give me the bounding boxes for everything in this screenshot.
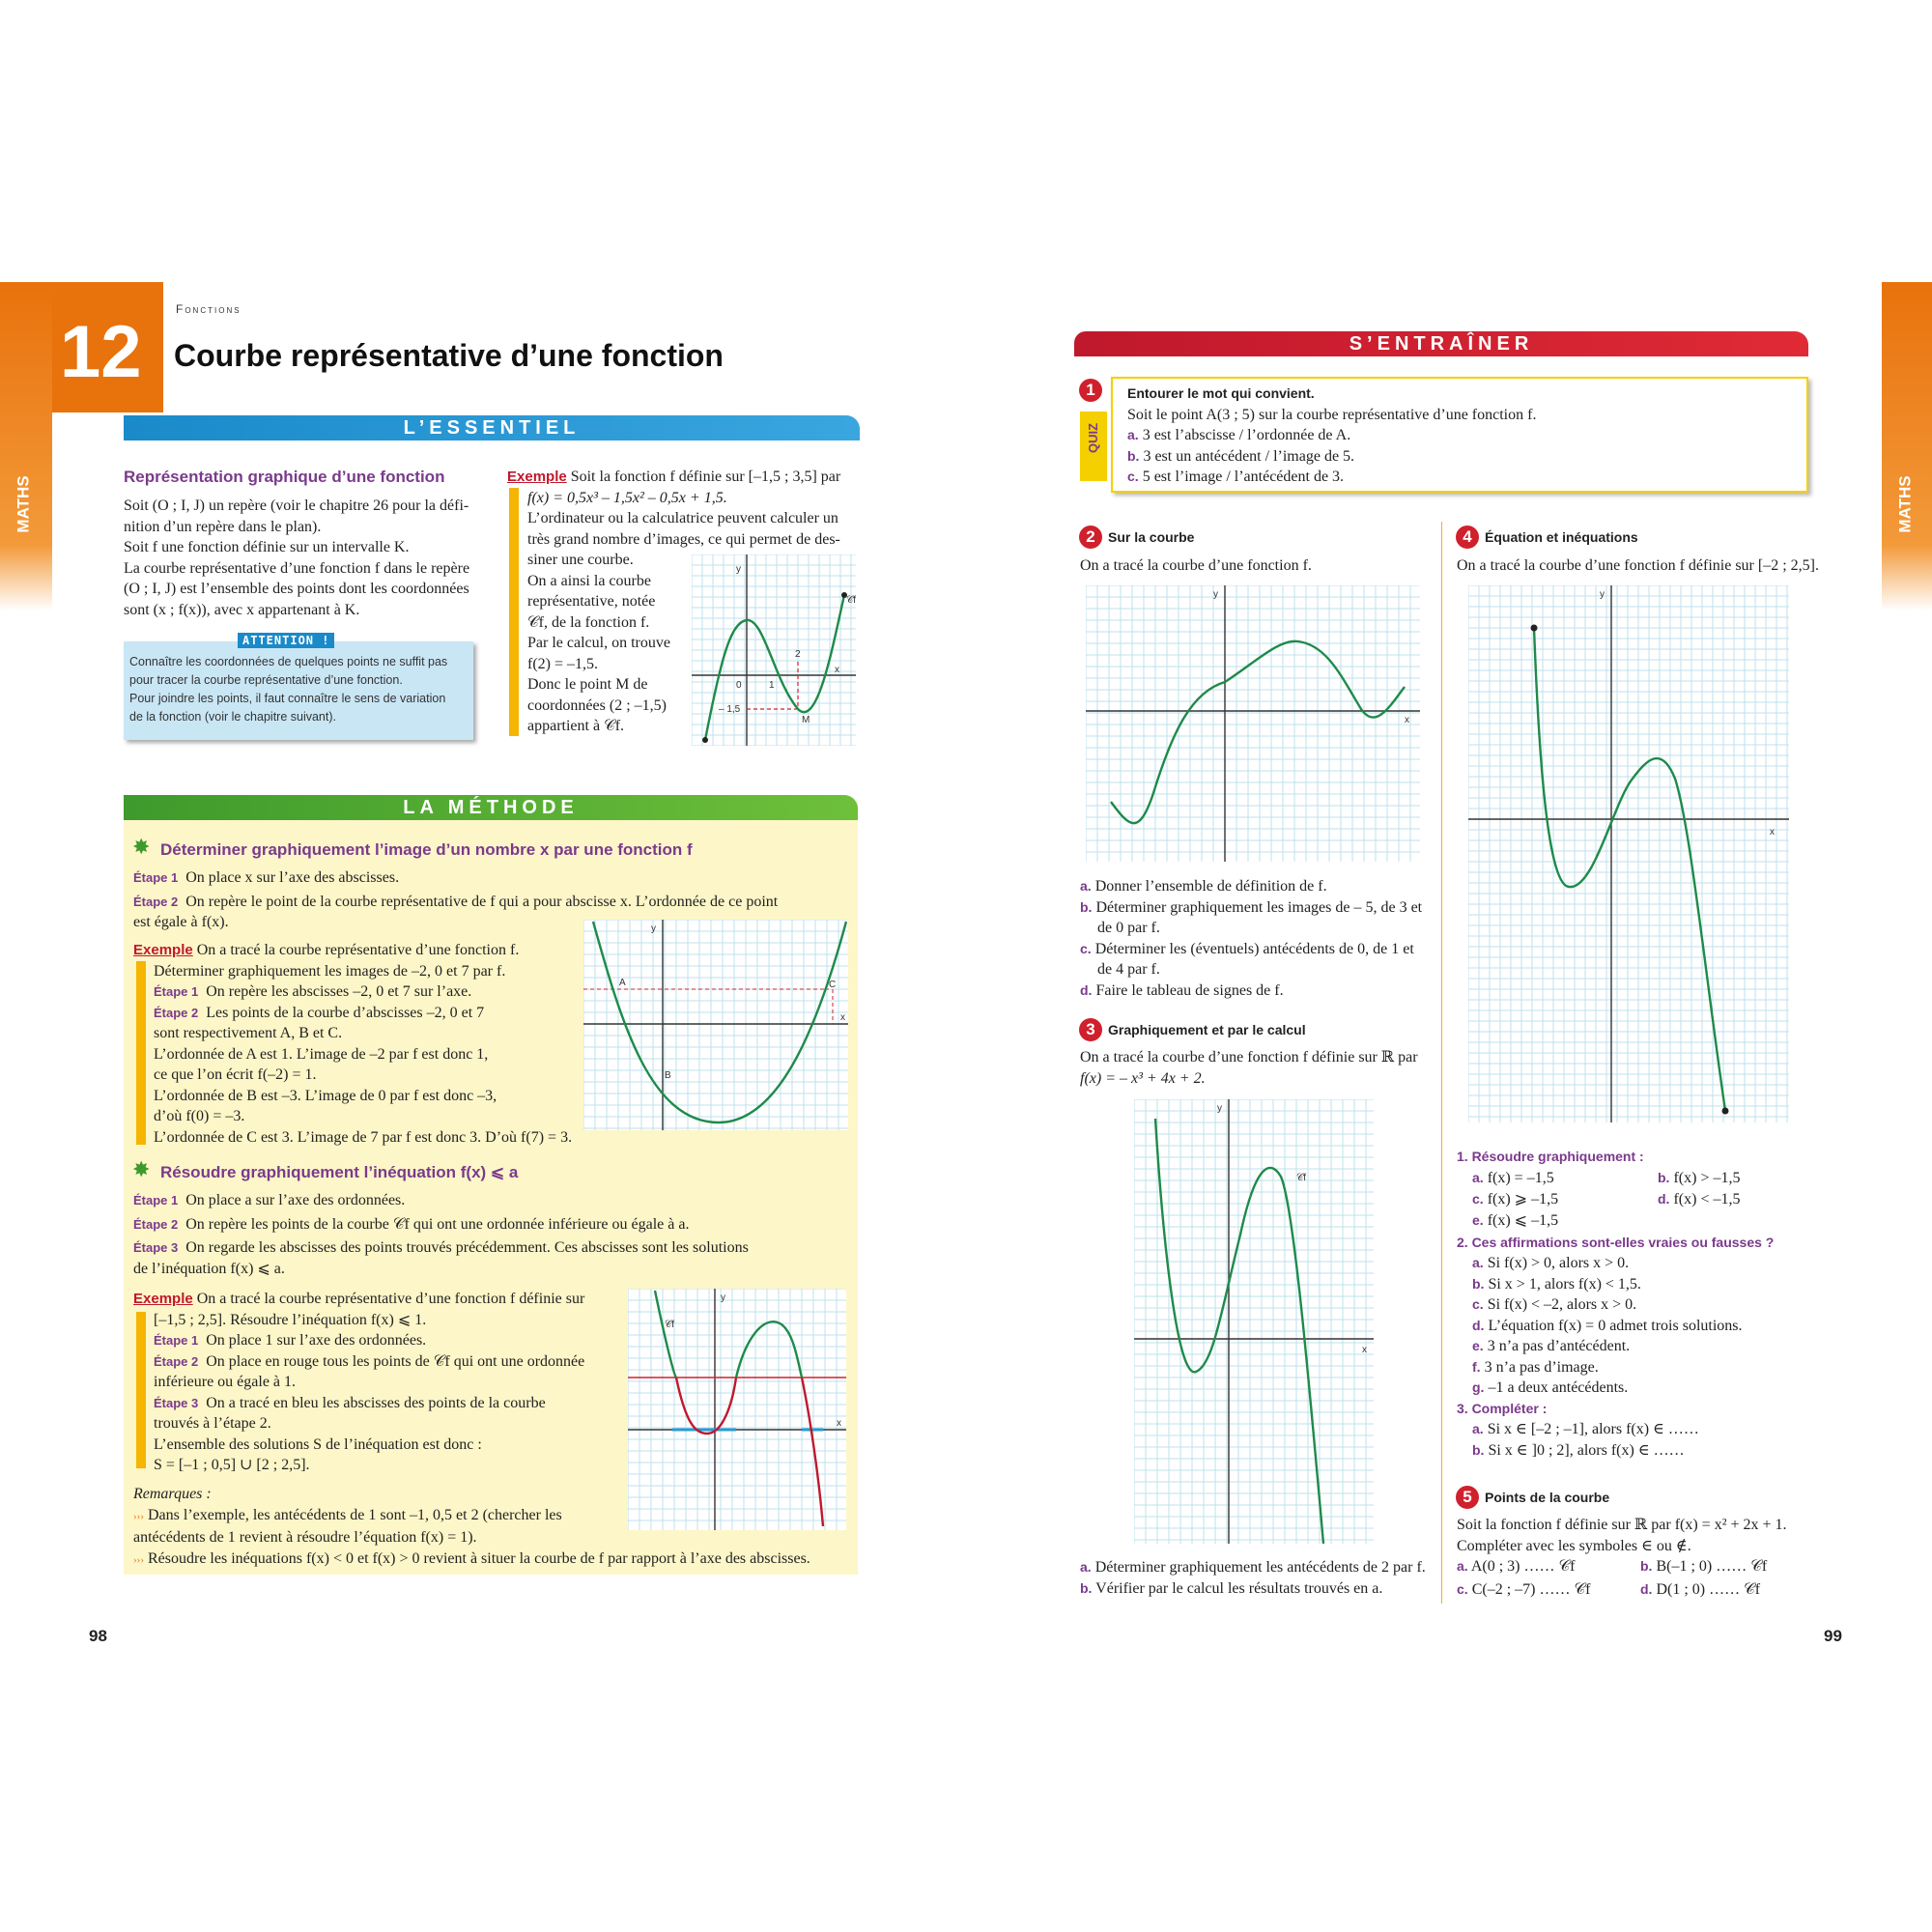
example2-graph bbox=[583, 920, 848, 1130]
svg-text:x: x bbox=[837, 1418, 841, 1429]
ex4-graph bbox=[1468, 585, 1789, 1122]
essentiel-bar: L’ESSENTIEL bbox=[124, 415, 860, 440]
kicker: Fonctions bbox=[176, 302, 242, 316]
svg-text:𝒞f: 𝒞f bbox=[665, 1320, 675, 1330]
chapter-number: 12 bbox=[60, 311, 142, 393]
ex4-questions: 1. Résoudre graphiquement : a. f(x) = –1,5 b. f(x) > –1,5 c. f(x) ⩾ –1,5 d. f(x) < –1,5 e. f(x) ⩽ –1,5 2. Ces affirmations sont-elles vraies ou fausses ? a. Si f(x) > 0, alors x > 0. b. Si x > 1, alors f(x) < 1,5. c. Si f(x) < –2, alors x > 0. d. L’équation f(x) = 0 admet trois solutions. e. 3 n’a pas d’antécédent. f. 3 n’a pas d’image. g. –1 a deux antécédents. 3. Compléter : a. Si x ∈ [–2 ; –1], alors f(x) ∈ …… b. Si x ∈ ]0 ; 2], alors f(x) ∈ …… bbox=[1457, 1149, 1775, 1459]
sentrainer-bar: S’ENTRAÎNER bbox=[1074, 331, 1808, 356]
svg-text:A: A bbox=[619, 978, 626, 988]
ex3-header: 3 Graphiquement et par le calcul bbox=[1079, 1018, 1306, 1041]
svg-text:x: x bbox=[1770, 827, 1775, 838]
quiz-label: QUIZ bbox=[1086, 422, 1101, 454]
svg-text:y: y bbox=[1600, 589, 1605, 600]
method2-heading: Résoudre graphiquement l’inéquation f(x) ⩽ a bbox=[160, 1163, 519, 1181]
attention-text: Connaître les coordonnées de quelques points ne suffit pas pour tracer la courbe représentative d’une fonction. Pour joindre les points, il faut connaître le sens de variation de la fonction (voir le chapitre suivant). bbox=[129, 655, 448, 724]
side-tab-right: MATHS bbox=[1882, 282, 1932, 611]
example2-text: Exemple On a tracé la courbe représentative d’une fonction f. Déterminer graphiquement les images de –2, 0 et 7 par f. Étape 1 On repère les abscisses –2, 0 et 7 sur l’axe. Étape 2 Les points de la courbe d’abscisses –2, 0 et 7 sont respectivement A, B et C. L’ordonnée de A est 1. L’image de –2 par f est donc 1, ce que l’on écrit f(–2) = 1. L’ordonnée de B est –3. L’image de 0 par f est donc –3, d’où f(0) = –3. L’ordonnée de C est 3. L’image de 7 par f est donc 3. D’où f(7) = 3. bbox=[133, 942, 573, 1146]
remarques: Remarques : ››› Dans l’exemple, les antécédents de 1 sont –1, 0,5 et 2 (chercher les antécédents de 1 revient à résoudre l’équation f(x) = 1). ››› Résoudre les inéquations f(x) < 0 et f(x) > 0 revient à situer la courbe de f par rapport à l’axe des abscisses. bbox=[133, 1486, 810, 1567]
graph-grid bbox=[1086, 585, 1420, 862]
page-title: Courbe représentative d’une fonction bbox=[174, 338, 724, 373]
svg-text:y: y bbox=[721, 1293, 725, 1303]
method2-text: Étape 1 On place a sur l’axe des ordonnées. Étape 2 On repère les points de la courbe 𝒞f qui ont une ordonnée inférieure ou égale à a. Étape 3 On regarde les abscisses des points trouvés précédemment. Ces abscisses sont les solutions de l’inéquation f(x) ⩽ a. bbox=[133, 1192, 749, 1277]
graph-grid bbox=[1468, 585, 1789, 1122]
ex2-graph bbox=[1086, 585, 1420, 862]
ex1-num: 1 bbox=[1079, 379, 1108, 402]
attention-label: ATTENTION ! bbox=[238, 633, 334, 648]
svg-text:C: C bbox=[829, 980, 837, 990]
ex1-text: Entourer le mot qui convient. Soit le point A(3 ; 5) sur la courbe représentative d’une fonction f. a. 3 est l’abscisse / l’ordonnée de A. b. 3 est un antécédent / l’image de 5. c. 5 est l’image / l’antécédent de 3. bbox=[1127, 385, 1537, 485]
ex5-text: Soit la fonction f définie sur ℝ par f(x) = x² + 2x + 1. Compléter avec les symboles ∈ ou ∉. a. A(0 ; 3) …… 𝒞f b. B(–1 ; 0) …… 𝒞f c. C(–2 ; –7) …… 𝒞f d. D(1 ; 0) …… 𝒞f bbox=[1457, 1517, 1787, 1598]
ex3-graph bbox=[1134, 1099, 1374, 1544]
svg-text:y: y bbox=[1213, 589, 1218, 600]
page-number-left: 98 bbox=[89, 1627, 107, 1645]
ex2-questions: a. Donner l’ensemble de définition de f. b. Déterminer graphiquement les images de – 5, de 3 et de 0 par f. c. Déterminer les (éventuels) antécédents de 0, de 1 et de 4 par f. d. Faire le tableau de signes de f. bbox=[1080, 878, 1423, 999]
method1-text: Étape 1 On place x sur l’axe des abscisses. Étape 2 On repère le point de la courbe représentative de f qui a pour abscisse x. L’ordonnée de ce point est égale à f(x). bbox=[133, 869, 779, 930]
graph-grid bbox=[1134, 1099, 1374, 1544]
example3-text: Exemple On a tracé la courbe représentative d’une fonction f définie sur [–1,5 ; 2,5]. Résoudre l’inéquation f(x) ⩽ 1. Étape 1 On place 1 sur l’axe des ordonnées. Étape 2 On place en rouge tous les points de 𝒞f qui ont une ordonnée inférieure ou égale à 1. Étape 3 On a tracé en bleu les abscisses des points de la courbe trouvés à l’étape 2. L’ensemble des solutions S de l’inéquation est donc : S = [–1 ; 0,5] ∪ [2 ; 2,5]. bbox=[133, 1291, 585, 1473]
side-tab-left: MATHS bbox=[0, 282, 52, 611]
svg-text:0: 0 bbox=[736, 680, 742, 691]
example1-graph bbox=[692, 554, 856, 746]
ex4-intro: On a tracé la courbe d’une fonction f définie sur [–2 ; 2,5]. bbox=[1457, 557, 1819, 574]
svg-text:𝒞f: 𝒞f bbox=[1296, 1173, 1307, 1183]
svg-text:x: x bbox=[1405, 715, 1409, 725]
svg-text:1: 1 bbox=[769, 680, 775, 691]
essentiel-text: Soit (O ; I, J) un repère (voir le chapitre 26 pour la défi- nition d’un repère dans le plan). Soit f une fonction définie sur un intervalle K. La courbe représentative d’une fonction f dans le repère (O ; I, J) est l’ensemble des points dont les coordonnées sont (x ; f(x)), avec x appartenant à K. bbox=[124, 497, 470, 618]
svg-text:y: y bbox=[651, 923, 656, 934]
svg-text:2: 2 bbox=[795, 649, 801, 660]
graph-grid bbox=[583, 920, 848, 1130]
svg-text:x: x bbox=[835, 665, 839, 675]
ex4-header: 4 Équation et inéquations bbox=[1456, 526, 1638, 549]
svg-text:– 1,5: – 1,5 bbox=[719, 704, 741, 715]
method1-heading: Déterminer graphiquement l’image d’un nombre x par une fonction f bbox=[160, 840, 693, 859]
svg-text:x: x bbox=[840, 1012, 845, 1023]
essentiel-heading: Représentation graphique d’une fonction bbox=[124, 468, 445, 486]
column-divider bbox=[1441, 522, 1442, 1604]
example1-text: Exemple Soit la fonction f définie sur [–1,5 ; 3,5] par f(x) = 0,5x³ – 1,5x² – 0,5x + 1,5. L’ordinateur ou la calculatrice peuvent calculer un très grand nombre d’images, ce qui permet de des- siner une courbe. On a ainsi la courbe représentative, notée 𝒞f, de la fonction f. Par le calcul, on trouve f(2) = –1,5. Donc le point M de coordonnées (2 ; –1,5) appartient à 𝒞f. bbox=[507, 469, 841, 734]
ex5-header: 5 Points de la courbe bbox=[1456, 1486, 1609, 1509]
svg-text:B: B bbox=[665, 1070, 671, 1081]
methode-bar: LA MÉTHODE bbox=[124, 795, 858, 820]
ex3-questions: a. Déterminer graphiquement les antécédents de 2 par f. b. Vérifier par le calcul les résultats trouvés en a. bbox=[1080, 1559, 1426, 1597]
ex2-intro: On a tracé la courbe d’une fonction f. bbox=[1080, 557, 1312, 574]
ex3-intro: On a tracé la courbe d’une fonction f définie sur ℝ par f(x) = – x³ + 4x + 2. bbox=[1080, 1049, 1418, 1087]
star-icon: ✸ bbox=[132, 835, 151, 859]
svg-text:y: y bbox=[736, 564, 741, 575]
ex2-header: 2 Sur la courbe bbox=[1079, 526, 1194, 549]
page-number-right: 99 bbox=[1824, 1627, 1842, 1645]
svg-text:M: M bbox=[802, 715, 810, 725]
svg-text:y: y bbox=[1217, 1103, 1222, 1114]
svg-text:x: x bbox=[1362, 1345, 1367, 1355]
star-icon: ✸ bbox=[132, 1157, 151, 1181]
attention-box bbox=[124, 641, 473, 740]
svg-text:𝒞f: 𝒞f bbox=[846, 595, 856, 606]
